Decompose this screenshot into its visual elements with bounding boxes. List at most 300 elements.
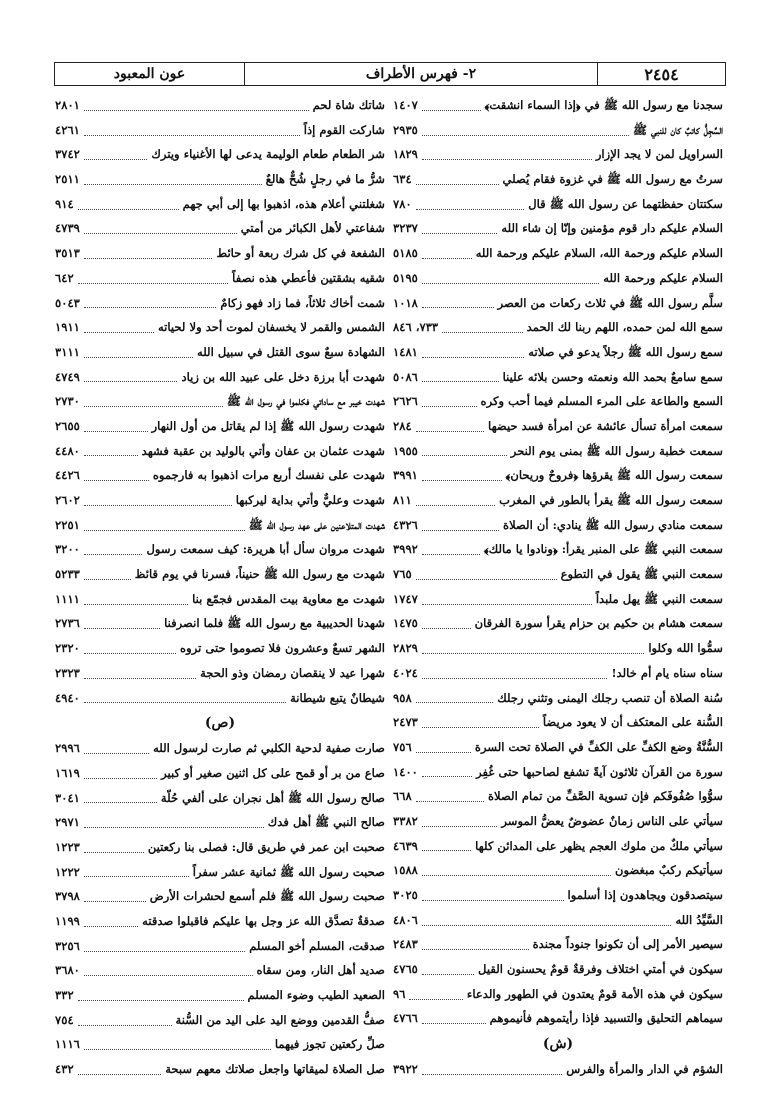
index-entry [393, 1057, 723, 1082]
hadith-number: ٤٣٢٦ [393, 517, 418, 532]
index-entry [393, 167, 723, 192]
hadith-number: ١٤٨١ [393, 344, 418, 359]
hadith-number: ٧٨٠ [393, 196, 412, 211]
index-entry [55, 860, 385, 885]
entry-text: شهدت على نفسك أربع مرات اذهبوا به فارجموه [152, 468, 385, 483]
hadith-number: ٤٠٢٤ [393, 665, 418, 680]
index-entry [55, 562, 385, 587]
index-entry [393, 537, 723, 562]
entry-text: شهدت عثمان بن عفان وأتي بالوليد بن عقبة فشهد [141, 443, 385, 458]
letter-section-heading: (ص) [204, 715, 236, 732]
entry-text: صلِّ ركعتين تجوز فيهما [274, 1037, 385, 1052]
dot-leader [416, 791, 484, 802]
dot-leader [416, 199, 525, 210]
hadith-number: ٣٣٨٢ [393, 813, 418, 828]
hadith-number: ٤٣٢ [55, 1062, 74, 1077]
entry-text: شهدت أبا برزة دخل على عبيد الله بن زياد [181, 369, 385, 384]
index-entry [55, 142, 385, 167]
index-entry [393, 192, 723, 217]
dot-leader [84, 248, 213, 259]
index-entry [393, 291, 723, 316]
hadith-number: ٨١١ [393, 493, 412, 507]
entry-text: السَّيِّدُ الله [675, 912, 723, 927]
hadith-number: ٩٥٨ [393, 690, 412, 705]
hadith-number: ٣٩٢٢ [393, 1062, 418, 1077]
dot-leader [422, 594, 592, 605]
entry-text: سُنة الصلاة أن تنصب رجلك اليمنى وتثني رجلك [497, 690, 723, 705]
hadith-number: ٤٩٤٠ [55, 690, 80, 705]
dot-leader [84, 941, 245, 952]
entry-text: شقيه بشقتين فأعطي هذه نصفاً [232, 270, 385, 285]
dot-leader [78, 199, 179, 210]
hadith-number: ٦٤٢ [55, 270, 74, 285]
dot-leader [84, 1039, 271, 1050]
index-entry [55, 389, 385, 414]
dot-leader [422, 470, 502, 481]
index-column-right [393, 93, 723, 1083]
dot-leader [84, 668, 196, 679]
hadith-number: ٣٧٩٨ [55, 889, 80, 904]
index-entry [393, 982, 723, 1007]
index-entry [393, 760, 723, 785]
index-entry [393, 142, 723, 167]
index-entry [393, 686, 723, 711]
entry-text: سمع رسول الله ﷺ رجلاً يدعو في صلاته [528, 344, 723, 359]
entry-text: صدقةٌ تصدَّق الله عز وجل بها عليكم فاقبلوا صدقته [142, 914, 385, 928]
dot-leader [84, 792, 157, 803]
entry-text: سورة من القرآن ثلاثون آيةً تشفع لصاحبها حتى غُفِر [476, 764, 723, 779]
dot-leader [422, 445, 507, 456]
index-entry [55, 266, 385, 291]
entry-text: صفُّ القدمين ووضع اليد على اليد من السُّنة [175, 1012, 385, 1027]
hadith-number: ٣١١١ [55, 344, 80, 359]
index-entry [55, 463, 385, 488]
entry-text: صل الصلاة لميقاتها واجعل صلاتك معهم سبحة [165, 1062, 385, 1077]
entry-text: سيأتي ملكٌ من ملوك العجم يظهر على المدائن كلها [475, 838, 723, 853]
entry-text: شهدت مروان سأل أبا هريرة: كيف سمعت رسول [146, 542, 385, 557]
hadith-number: ٤٧٤٩ [55, 369, 80, 384]
hadith-number: ٧٣٣، ٨٤٦ [393, 320, 439, 335]
entry-text: صارت صفية لدحية الكلبي ثم صارت لرسول الله [153, 741, 385, 756]
dot-leader [84, 495, 232, 506]
index-entry [393, 858, 723, 883]
hadith-number: ٢٣٢٠ [55, 641, 80, 656]
index-entry [55, 439, 385, 464]
hadith-number: ١٩٥٥ [393, 443, 418, 458]
hadith-number: ٤٤٨٠ [55, 443, 80, 458]
dot-leader [84, 174, 262, 185]
entry-text: الشهر تسعٌ وعشرون فلا تصوموا حتى تروه [180, 641, 385, 656]
hadith-number: ١٥٨٨ [393, 863, 418, 878]
dot-leader [84, 842, 144, 853]
hadith-number: ٢٤٧٣ [393, 715, 418, 730]
dot-leader [84, 371, 178, 382]
dot-leader [84, 692, 286, 703]
dot-leader [84, 223, 237, 234]
entry-text: سيماهم التحليق والتسبيد فإذا رأيتموهم فأنيموهم [489, 1011, 723, 1026]
index-entry [393, 834, 723, 859]
dot-leader [84, 866, 189, 877]
hadith-number: ٤٢٦١ [55, 122, 80, 137]
index-entry [393, 611, 723, 636]
entry-text: السلام عليكم دار قوم مؤمنين وإنّا إن شاء الله [501, 221, 723, 236]
hadith-number: ٢٣٢٣ [55, 665, 80, 680]
dot-leader [416, 692, 494, 703]
index-entry [393, 957, 723, 982]
index-entry [55, 192, 385, 217]
dot-leader [84, 322, 154, 333]
entry-text: سمعت هشام بن حكيم بن حزام يقرأ سورة الفرقان [474, 616, 723, 631]
dot-leader [84, 396, 223, 407]
dot-leader [78, 273, 228, 284]
index-entry [55, 216, 385, 241]
hadith-number: ٣٢٣٧ [393, 221, 418, 236]
letter-section-heading: (ش) [542, 1036, 574, 1053]
hadith-number: ٣٥١٣ [55, 246, 80, 261]
dot-leader [84, 743, 149, 754]
hadith-number: ١٩١١ [55, 320, 80, 335]
dot-leader [422, 1064, 562, 1075]
hadith-number: ٤٧٣٩ [55, 221, 80, 236]
dot-leader [422, 840, 471, 851]
dot-leader [84, 149, 147, 160]
running-header [54, 62, 726, 86]
entry-text: السُّنَّةُ وضع الكفِّ على الكفِّ في الصلاة تحت السرة [474, 739, 723, 754]
index-entry [393, 932, 723, 957]
entry-text: صحبت رسول الله ﷺ فلم أسمع لحشرات الأرض [149, 889, 385, 904]
hadith-number: ٥٠٨٦ [393, 369, 418, 384]
dot-leader [84, 297, 216, 308]
dot-leader [78, 990, 244, 1001]
hadith-number: ١٤٧٥ [393, 616, 418, 631]
index-entry [55, 315, 385, 340]
entry-text: سيكون في أمتي اختلاف وفرقةٌ قومٌ يحسنون القيل [478, 962, 723, 977]
dot-leader [422, 816, 497, 827]
entry-text: السمع والطاعة على المرء المسلم فيما أحب وكره [480, 394, 723, 409]
index-entry [55, 414, 385, 439]
entry-text: سمعت النبي ﷺ على المنبر يقرأ: ﴿ونادوا يا مالك﴾ [483, 542, 723, 557]
dot-leader [422, 668, 608, 679]
index-entry [55, 810, 385, 835]
entry-text: شهدنا الحديبية مع رسول الله ﷺ فلما انصرفنا [164, 616, 385, 631]
entry-text: سيأتيكم ركبٌ مبغضون [614, 863, 723, 878]
index-entry [393, 735, 723, 760]
dot-leader [416, 495, 495, 506]
dot-leader [422, 223, 497, 234]
hadith-number: ٦٦٨ [393, 789, 412, 804]
index-entry [55, 983, 385, 1008]
entry-text: صحبت ابن عمر في طريق قال: فصلى بنا ركعتين [147, 839, 385, 854]
entry-text: صاع من بر أو قمح على كل اثنين صغير أو كبير [161, 765, 385, 780]
index-entry [393, 389, 723, 414]
entry-text: الصعيد الطيب وضوء المسلم [247, 988, 385, 1003]
entry-text: سمعت رسول الله ﷺ يقرأ بالطور في المغرب [499, 493, 723, 507]
entry-text: سناه سناه يام أم خالد! [611, 665, 723, 680]
index-entry [55, 93, 385, 118]
entry-text: سمعت امرأة تسأل عائشة عن امرأة فسد حيضها [488, 418, 723, 433]
dot-leader [422, 396, 477, 407]
index-entry [393, 661, 723, 686]
index-entry [55, 909, 385, 934]
entry-text: سيتصدقون ويجاهدون إذا أسلموا [567, 888, 723, 902]
entry-text: شفاعتي لأهل الكبائر من أمتي [240, 221, 385, 236]
entry-text: شاركت القوم إذاً [303, 122, 385, 137]
entry-text: الشؤم في الدار والمرأة والفرس [566, 1062, 723, 1077]
entry-text: شمت أخاك ثلاثاً، فما زاد فهو زكامٌ [220, 295, 385, 310]
hadith-number: ٥١٨٥ [393, 246, 418, 261]
hadith-number: ٢٩٣٥ [393, 122, 418, 137]
dot-leader [422, 618, 471, 629]
hadith-number: ٤٧٦٥ [393, 962, 418, 977]
dot-leader [416, 569, 557, 580]
entry-text: صدقت، المسلم أخو المسلم [249, 938, 385, 953]
hadith-number: ٢٤٨٣ [393, 937, 418, 952]
hadith-number: ٣٢٠٠ [55, 542, 80, 557]
entry-text: السلام عليكم ورحمة الله [603, 270, 723, 285]
dot-leader [84, 421, 148, 432]
index-entry [55, 611, 385, 636]
hadith-number: ٢٨٢٩ [393, 641, 418, 656]
entry-text: شغلتني أعلام هذه، اذهبوا بها إلى أبي جهم [182, 196, 385, 211]
dot-leader [422, 964, 474, 975]
entry-text: صالح رسول الله ﷺ أهل نجران على ألفي حُلّة [160, 790, 385, 805]
dot-leader [422, 125, 629, 136]
hadith-number: ٧٦٥ [393, 567, 412, 582]
dot-leader [84, 347, 193, 358]
dot-leader [422, 520, 499, 531]
entry-text: الشمس والقمر لا يخسفان لموت أحد ولا لحياته [157, 320, 385, 335]
hadith-number: ٣٩٩٢ [393, 542, 418, 557]
hadith-number: ٢٨٤ [393, 418, 412, 433]
entry-text: صديد أهل النار، ومن سقاه [256, 963, 385, 978]
hadith-number: ٣٠٢٥ [393, 888, 418, 902]
entry-text: شرُّ ما في رجلٍ شُحٌّ هالعٌ [265, 172, 385, 187]
hadith-number: ١١١٦ [55, 1037, 80, 1052]
dot-leader [84, 125, 300, 136]
dot-leader [78, 1064, 162, 1075]
hadith-number: ٢٧٣٦ [55, 616, 80, 631]
hadith-number: ١٢٢٢ [55, 864, 80, 879]
dot-leader [422, 544, 480, 555]
entry-text: السُّنة على المعتكف أن لا يعود مريضاً [542, 715, 723, 730]
hadith-number: ١٦١٩ [55, 765, 80, 780]
dot-leader [84, 594, 188, 605]
index-entry [55, 488, 385, 513]
index-entry [55, 835, 385, 860]
dot-leader [84, 768, 157, 779]
index-entry [393, 241, 723, 266]
hadith-number: ٢٦٠٢ [55, 493, 80, 507]
page-number: ٢٤٥٤ [597, 63, 725, 85]
index-entry [393, 784, 723, 809]
hadith-number: ٣٧٤٢ [55, 147, 80, 162]
entry-text: سيأتي على الناس زمانٌ عضوضٌ يعضُّ الموسر [501, 813, 723, 828]
entry-text: سمُّوا الله وكلوا [648, 641, 723, 656]
dot-leader [78, 1015, 172, 1026]
dot-leader [422, 865, 611, 876]
index-entry [393, 636, 723, 661]
hadith-number: ١٧٤٧ [393, 591, 418, 606]
dot-leader [422, 248, 472, 259]
hadith-number: ٢٨٠١ [55, 98, 80, 112]
dot-leader [409, 989, 462, 1000]
index-entry [393, 562, 723, 587]
dot-leader [84, 817, 264, 828]
dot-leader [416, 742, 471, 753]
hadith-number: ١٠١٨ [393, 295, 418, 310]
index-entry [393, 365, 723, 390]
entry-text: شيطانٌ يتبع شيطانة [290, 690, 385, 705]
index-entry [55, 587, 385, 612]
entry-text: سجدنا مع رسول الله ﷺ في ﴿إذا السماء انشقت﴾ [484, 98, 723, 112]
hadith-number: ١١١١ [55, 591, 80, 606]
index-entry [55, 513, 385, 538]
dot-leader [84, 643, 176, 654]
dot-leader [422, 766, 472, 777]
index-entry [393, 883, 723, 908]
index-entry [55, 636, 385, 661]
entry-text: سمع الله لمن حمده، اللهم ربنا لك الحمد [526, 320, 723, 335]
entry-text: سمع سامعٌ بحمد الله ونعمته وحسن بلائه علينا [502, 369, 723, 384]
section-title: ٢- فهرس الأطراف [365, 66, 477, 82]
dot-leader [422, 915, 672, 926]
hadith-number: ١٤٠٠ [393, 764, 418, 779]
entry-text: شر الطعام طعام الوليمة يدعى لها الأغنياء ويترك [151, 147, 385, 162]
dot-leader [84, 916, 138, 927]
index-entry [393, 266, 723, 291]
hadith-number: ٤٤٢٦ [55, 468, 80, 483]
index-entry [55, 1032, 385, 1057]
hadith-number: ٣٢٥٦ [55, 938, 80, 953]
entry-text: الشفعة في كل شرك ربعة أو حائط [216, 246, 385, 261]
entry-text: سيكون في هذه الأمة قومٌ يعتدون في الطهور والدعاء [466, 986, 723, 1001]
index-entry [393, 93, 723, 118]
index-column-left [55, 93, 385, 1083]
hadith-number: ٤٧٦٦ [393, 1011, 418, 1026]
index-entry [55, 884, 385, 909]
hadith-number: ١١٩٩ [55, 914, 80, 928]
dot-leader [422, 100, 481, 111]
hadith-number: ٢٩٧١ [55, 815, 80, 830]
hadith-number: ٢٥١١ [55, 172, 80, 187]
hadith-number: ١٨٢٩ [393, 147, 418, 162]
dot-leader [422, 717, 539, 728]
hadith-number: ٢٩٩٦ [55, 741, 80, 756]
index-entry [393, 414, 723, 439]
dot-leader [422, 939, 529, 950]
entry-text: سمعت رسول الله ﷺ يقرؤها ﴿فروحٌ وريحان﴾ [505, 468, 723, 483]
dot-leader [84, 965, 253, 976]
dot-leader [84, 445, 138, 456]
entry-text: سمعت النبي ﷺ يقول في التطوع [560, 567, 723, 582]
hadith-number: ٤٨٠٦ [393, 912, 418, 927]
entry-text: سوُّوا صُفُوفَكم فإن تسوية الصَّفِّ من تمام الصلاة [487, 789, 723, 804]
index-entry [393, 513, 723, 538]
hadith-number: ١٤٠٧ [393, 98, 418, 112]
index-entry [393, 118, 723, 143]
dot-leader [84, 100, 309, 111]
index-entry [55, 761, 385, 786]
hadith-number: ٦٣٤ [393, 172, 412, 187]
entry-text: سرتُ مع رسول الله ﷺ في غزوة فقام يُصلي [502, 172, 723, 187]
entry-text: سمعت خطبة رسول الله ﷺ بمنى يوم النحر [510, 443, 723, 458]
book-title: عون المعبود [55, 63, 245, 85]
index-entry [55, 1057, 385, 1082]
dot-leader [416, 174, 499, 185]
index-entry [55, 1008, 385, 1033]
entry-text: شهدت المتلاعنين على عهد رسول الله ﷺ [248, 517, 385, 532]
hadith-number: ٣٦٨٠ [55, 963, 80, 978]
entry-text: سمعت منادي رسول الله ﷺ ينادي: أن الصلاة [503, 517, 723, 532]
dot-leader [422, 297, 494, 308]
index-entry [55, 537, 385, 562]
hadith-number: ٢٦٥٥ [55, 418, 80, 433]
dot-leader [422, 1013, 486, 1024]
dot-leader [422, 273, 599, 284]
entry-text: سمعت النبي ﷺ يهل ملبداً [595, 591, 723, 606]
entry-text: شهدت مع معاوية بيت المقدس فجمّع بنا [192, 591, 385, 606]
hadith-number: ٥٢٣٣ [55, 567, 80, 582]
entry-text: شهدت مع رسول الله ﷺ حنيناً، فسرنا في يوم قائظ [134, 567, 385, 582]
index-entry [55, 736, 385, 761]
index-entry [393, 1006, 723, 1031]
hadith-number: ٧٥٦ [393, 739, 412, 754]
entry-text: السِّجِلُّ كاتبٌ كان للنبي ﷺ [632, 122, 723, 137]
index-entry [393, 216, 723, 241]
index-entry [55, 291, 385, 316]
entry-text: شاتك شاة لحم [312, 98, 385, 112]
dot-leader [422, 643, 644, 654]
entry-text: صالح النبي ﷺ أهل فدك [267, 815, 385, 830]
hadith-number: ٤٦٣٩ [393, 838, 418, 853]
hadith-number: ٣٠٤١ [55, 790, 80, 805]
dot-leader [422, 890, 564, 901]
dot-leader [84, 891, 146, 902]
entry-text: صحبت رسول الله ﷺ ثمانية عشر سفراً [192, 864, 385, 879]
entry-text: شهرا عيد لا ينقصان رمضان وذو الحجة [200, 665, 385, 680]
hadith-number: ٥١٩٥ [393, 270, 418, 285]
index-entry [393, 463, 723, 488]
entry-text: السراويل لمن لا يجد الإزار [595, 147, 723, 162]
index-entry [55, 118, 385, 143]
dot-leader [422, 371, 499, 382]
hadith-number: ٣٣٢ [55, 988, 74, 1003]
index-entry [393, 710, 723, 735]
index-entry [55, 958, 385, 983]
entry-text: شهدت خيبر مع ساداتي فكلموا في رسول الله ﷺ [226, 394, 385, 409]
entry-text: سيصير الأمر إلى أن تكونوا جنوداً مجندة [532, 937, 723, 952]
dot-leader [84, 618, 160, 629]
hadith-number: ٢٦٢٦ [393, 394, 418, 409]
index-entry [55, 934, 385, 959]
dot-leader [84, 520, 245, 531]
dot-leader [84, 544, 143, 555]
index-entry [55, 167, 385, 192]
index-entry [55, 661, 385, 686]
hadith-number: ٢٧٣٠ [55, 394, 80, 409]
index-entry [393, 809, 723, 834]
entry-text: سكتتان حفظتهما عن رسول الله ﷺ قال [528, 196, 723, 211]
entry-text: السلام عليكم ورحمة الله، السلام عليكم ورحمة الله [475, 246, 723, 261]
index-entry [393, 488, 723, 513]
dot-leader [84, 569, 131, 580]
entry-text: شهدت وعليٌّ وأتي بداية ليركبها [235, 493, 385, 507]
entry-text: سلَّم رسول الله ﷺ في ثلاث ركعات من العصر [497, 295, 723, 310]
hadith-number: ٢٢٥١ [55, 517, 80, 532]
dot-leader [442, 322, 523, 333]
index-entry [393, 340, 723, 365]
hadith-number: ٥٠٤٣ [55, 295, 80, 310]
